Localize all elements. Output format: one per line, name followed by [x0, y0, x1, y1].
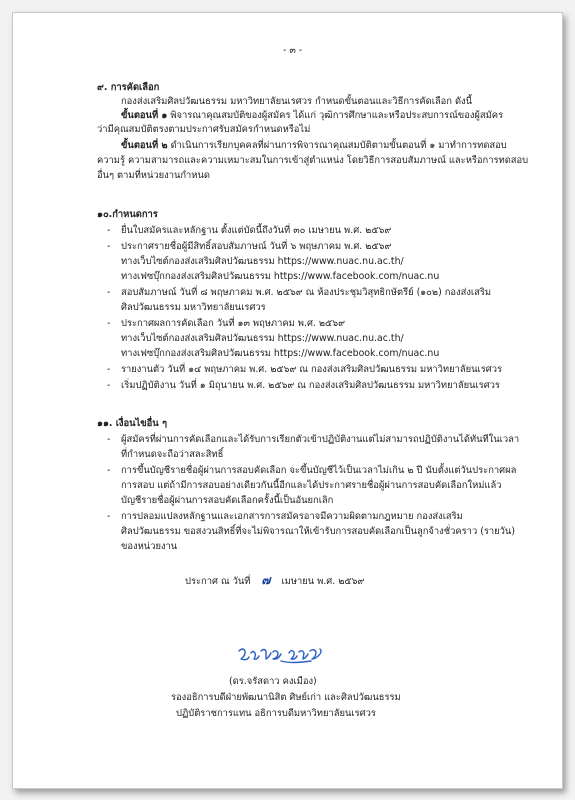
schedule-item-result: - ประกาศผลการคัดเลือก วันที่ ๑๓ พฤษภาคม พ.ศ. ๒๕๖๙: [121, 318, 345, 330]
condition-item-1: - ผู้สมัครที่ผ่านการคัดเลือกและได้รับการเรียกตัวเข้าปฏิบัติงานแต่ไม่สามารถปฏิบัติงานได้ทันทีในเวลา: [121, 434, 519, 446]
signatory-name: (ดร.จรัสดาว คงเมือง): [229, 676, 317, 687]
section11-heading: ๑๑. เงื่อนไขอื่น ๆ: [97, 418, 168, 429]
schedule-item-result-facebook: ทางเฟซบุ๊กกองส่งเสริมศิลปวัฒนธรรม https://www.facebook.com/nuac.nu: [121, 348, 440, 359]
schedule-item-interview-list-facebook: ทางเฟซบุ๊กกองส่งเสริมศิลปวัฒนธรรม https://www.facebook.com/nuac.nu: [121, 271, 440, 282]
section9-step2-cont2: อื่นๆ ตามที่หน่วยงานกำหนด: [97, 170, 210, 181]
signature-image: [235, 643, 325, 669]
announcement-day: ๗: [261, 573, 271, 587]
page-number: - ๓ -: [283, 45, 303, 56]
schedule-item-report: - รายงานตัว วันที่ ๑๔ พฤษภาคม พ.ศ. ๒๕๖๙ ณ กองส่งเสริมศิลปวัฒนธรรม มหาวิทยาลัยนเรศวร: [121, 364, 502, 376]
condition-item-1-cont: ที่กำหนดจะถือว่าสละสิทธิ์: [121, 449, 224, 460]
step1-text: พิจารณาคุณสมบัติของผู้สมัคร ได้แก่ วุฒิการศึกษาและหรือประสบการณ์ของผู้สมัคร: [170, 110, 504, 121]
section9-step2: [121, 140, 507, 152]
schedule-item-interview-list: - ประกาศรายชื่อผู้มีสิทธิ์สอบสัมภาษณ์ วันที่ ๖ พฤษภาคม พ.ศ. ๒๕๖๙: [121, 241, 391, 253]
section9-step1-cont: ว่ามีคุณสมบัติตรงตามประกาศรับสมัครกำหนดหรือไม่: [97, 124, 311, 135]
step2-text: ดำเนินการเรียกบุคคลที่ผ่านการพิจารณาคุณสมบัติตามขั้นตอนที่ ๑ มาทำการทดสอบ: [170, 140, 507, 151]
section9-step2-cont1: ความรู้ ความสามารถและความเหมาะสมในการเข้าสู่ตำแหน่ง โดยวิธีการสอบสัมภาษณ์ และหรือการทดสอบ: [97, 155, 529, 166]
announcement-suffix: เมษายน พ.ศ. ๒๕๖๙: [281, 576, 365, 587]
schedule-item-result-web: ทางเว็บไซต์กองส่งเสริมศิลปวัฒนธรรม https://www.nuac.nu.ac.th/: [121, 333, 404, 344]
condition-item-2: - การขึ้นบัญชีรายชื่อผู้ผ่านการสอบคัดเลือก จะขึ้นบัญชีไว้เป็นเวลาไม่เกิน ๒ ปี นับตั้งแต่วันประกาศผล: [121, 465, 516, 477]
signatory-title-2: ปฏิบัติราชการแทน อธิการบดีมหาวิทยาลัยนเรศวร: [176, 708, 376, 719]
schedule-item-start: - เริ่มปฏิบัติงาน วันที่ ๑ มิถุนายน พ.ศ. ๒๕๖๙ ณ กองส่งเสริมศิลปวัฒนธรรม มหาวิทยาลัยนเรศวร: [121, 380, 500, 392]
section9-step1: [121, 110, 503, 122]
condition-item-3-cont1: ศิลปวัฒนธรรม ขอสงวนสิทธิ์ที่จะไม่พิจารณาให้เข้ารับการสอบคัดเลือกเป็นลูกจ้างชั่วคราว (รายวัน): [121, 526, 515, 537]
condition-item-2-cont1: การสอบ แต่ถ้ามีการสอบอย่างเดียวกันนี้อีกและได้ประกาศรายชื่อผู้ผ่านการสอบคัดเลือกใหม่แล้ว: [121, 480, 502, 491]
condition-item-3: - การปลอมแปลงหลักฐานและเอกสารการสมัครอาจมีความผิดตามกฎหมาย กองส่งเสริม: [121, 511, 463, 523]
announcement-prefix: ประกาศ ณ วันที่: [185, 576, 251, 587]
schedule-item-interview: - สอบสัมภาษณ์ วันที่ ๘ พฤษภาคม พ.ศ. ๒๕๖๙ ณ ห้องประชุมวิสุทธิกษัตรีย์ (๑๐๒) กองส่งเสริม: [121, 287, 491, 299]
section10-heading: ๑๐.กำหนดการ: [97, 209, 158, 220]
section9-intro: กองส่งเสริมศิลปวัฒนธรรม มหาวิทยาลัยนเรศวร กำหนดขั้นตอนและวิธีการคัดเลือก ดังนี้: [121, 96, 473, 107]
document-page: [12, 12, 563, 789]
schedule-item-interview-cont: ศิลปวัฒนธรรม มหาวิทยาลัยนเรศวร: [121, 302, 266, 313]
section9-heading: ๙. การคัดเลือก: [97, 82, 160, 93]
signatory-title-1: รองอธิการบดีฝ่ายพัฒนานิสิต ศิษย์เก่า และศิลปวัฒนธรรม: [171, 692, 401, 703]
step2-label: ขั้นตอนที่ ๒: [121, 140, 168, 151]
schedule-item-interview-list-web: ทางเว็บไซต์กองส่งเสริมศิลปวัฒนธรรม https://www.nuac.nu.ac.th/: [121, 256, 404, 267]
schedule-item-apply: - ยื่นใบสมัครและหลักฐาน ตั้งแต่บัดนี้ถึงวันที่ ๓๐ เมษายน พ.ศ. ๒๕๖๙: [121, 225, 391, 237]
condition-item-3-cont2: ของหน่วยงาน: [121, 541, 178, 552]
announcement-date: [185, 574, 364, 588]
condition-item-2-cont2: บัญชีรายชื่อผู้ผ่านการสอบคัดเลือกครั้งนี้เป็นอันยกเลิก: [121, 495, 334, 506]
step1-label: ขั้นตอนที่ ๑: [121, 110, 168, 121]
